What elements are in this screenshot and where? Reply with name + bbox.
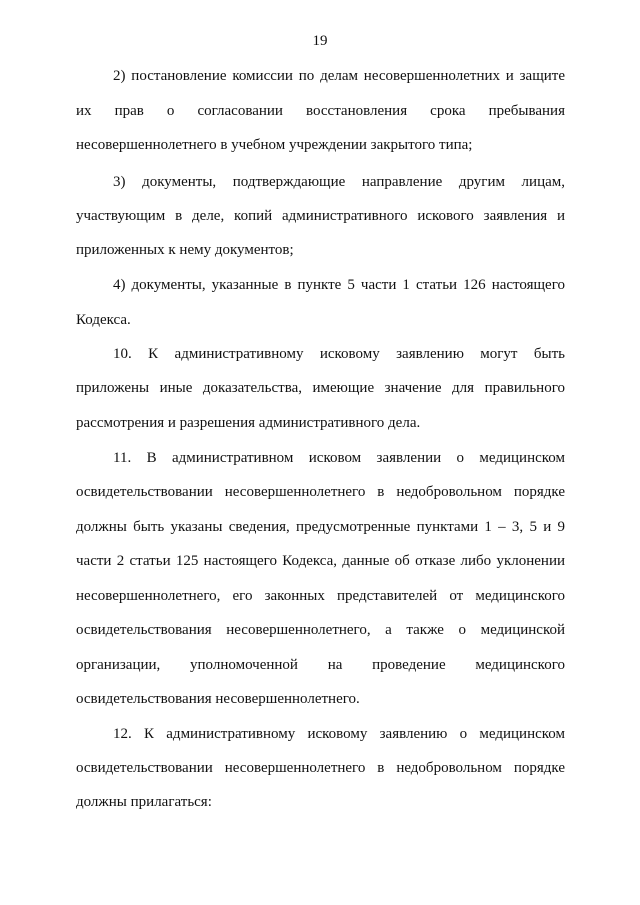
text-line: освидетельствования несовершеннолетнего, а также о медицинской bbox=[76, 622, 565, 638]
text-line: рассмотрения и разрешения административного дела. bbox=[76, 415, 421, 431]
text-line: несовершеннолетнего, его законных представителей от медицинского bbox=[76, 588, 565, 604]
text-line: должны прилагаться: bbox=[76, 794, 212, 810]
text-line: освидетельствования несовершеннолетнего. bbox=[76, 691, 360, 707]
text-line: 2) постановление комиссии по делам несовершеннолетних и защите bbox=[113, 68, 565, 84]
text-line: приложенных к нему документов; bbox=[76, 242, 294, 258]
text-line: 4) документы, указанные в пункте 5 части 1 статьи 126 настоящего bbox=[113, 277, 565, 293]
text-line: 3) документы, подтверждающие направление другим лицам, bbox=[113, 174, 565, 190]
text-line: их прав о согласовании восстановления срока пребывания bbox=[76, 103, 565, 119]
text-line: должны быть указаны сведения, предусмотренные пунктами 1 – 3, 5 и 9 bbox=[76, 519, 565, 535]
page-number: 19 bbox=[312, 33, 328, 49]
text-line: части 2 статьи 125 настоящего Кодекса, данные об отказе либо уклонении bbox=[76, 553, 565, 569]
text-line: 11. В административном исковом заявлении о медицинском bbox=[113, 450, 565, 466]
text-line: 12. К административному исковому заявлению о медицинском bbox=[113, 726, 565, 742]
text-line: освидетельствовании несовершеннолетнего в недобровольном порядке bbox=[76, 760, 565, 776]
text-line: приложены иные доказательства, имеющие значение для правильного bbox=[76, 380, 565, 396]
text-line: несовершеннолетнего в учебном учреждении закрытого типа; bbox=[76, 137, 473, 153]
text-line: организации, уполномоченной на проведение медицинского bbox=[76, 657, 565, 673]
text-line: 10. К административному исковому заявлению могут быть bbox=[113, 346, 565, 362]
text-line: освидетельствовании несовершеннолетнего в недобровольном порядке bbox=[76, 484, 565, 500]
text-line: Кодекса. bbox=[76, 312, 131, 328]
text-line: участвующим в деле, копий административного искового заявления и bbox=[76, 208, 565, 224]
